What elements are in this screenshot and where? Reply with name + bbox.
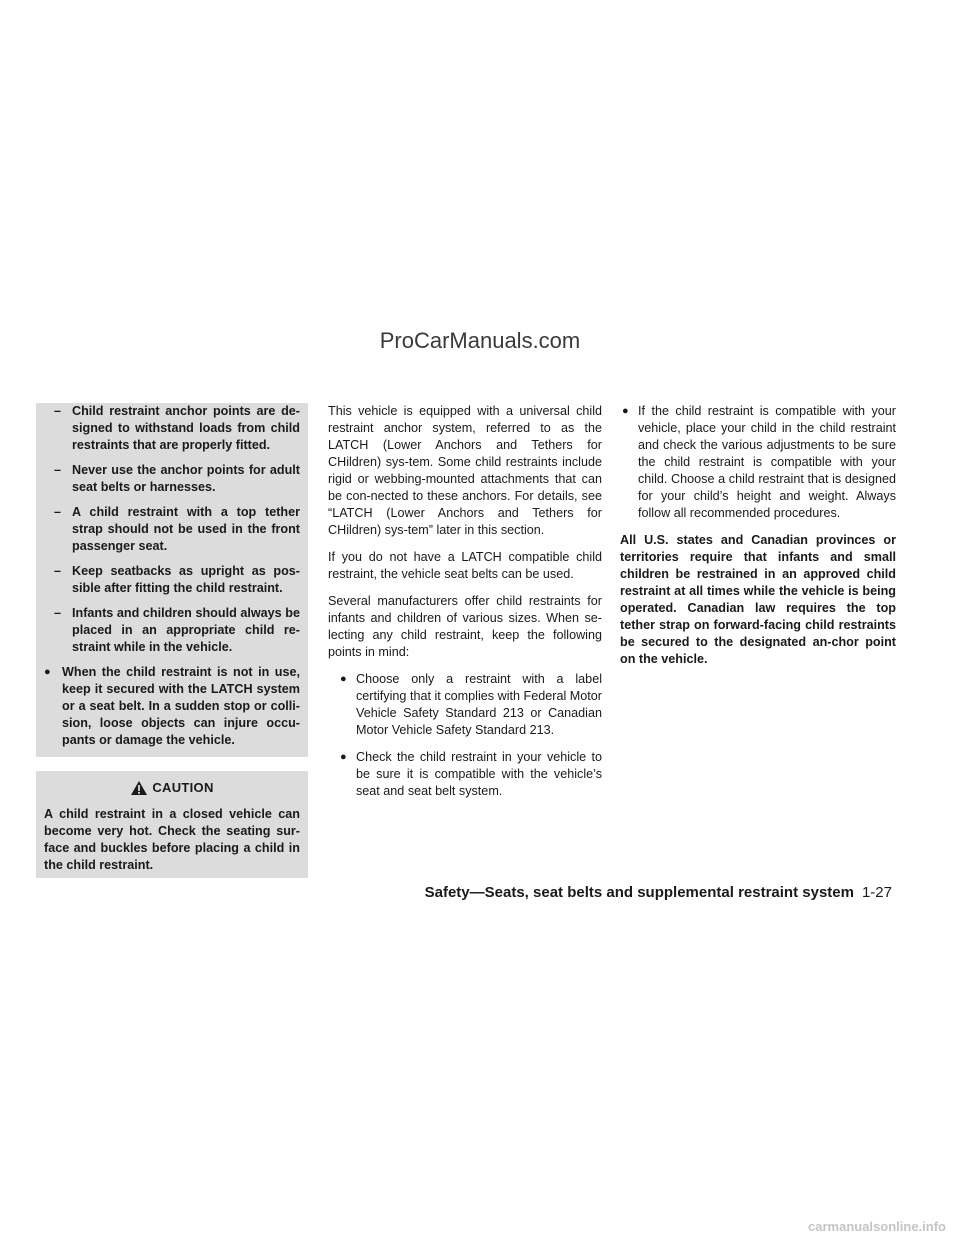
caution-body: A child restraint in a closed vehicle can become very hot. Check the seating sur-face and buckles before placing a child in the child restraint. xyxy=(44,807,300,872)
bullet-item-text: When the child restraint is not in use, keep it secured with the LATCH system or a seat belt. In a sudden stop or colli-sion, loose objects can injure occu-pants or damage the vehicle. xyxy=(62,665,300,747)
paragraph: If you do not have a LATCH compatible child restraint, the vehicle seat belts can be used. xyxy=(328,550,602,581)
page-number: 1-27 xyxy=(861,884,892,901)
column-left xyxy=(36,403,308,878)
caution-heading xyxy=(44,779,300,796)
bullet-item xyxy=(328,671,602,739)
watermark-top: ProCarManuals.com xyxy=(379,328,581,353)
bullet-item-text: Check the child restraint in your vehicle to be sure it is compatible with the vehicle’s seat and seat belt system. xyxy=(356,750,602,798)
dash-item-text: Keep seatbacks as upright as pos-sible after fitting the child restraint. xyxy=(72,564,300,595)
column-middle xyxy=(328,403,602,810)
dash-item xyxy=(44,462,300,496)
caution-title: CAUTION xyxy=(152,780,214,795)
dash-mark: – xyxy=(54,404,62,418)
dash-item-text: Infants and children should always be placed in an appropriate child re-straint while in the vehicle. xyxy=(72,606,300,654)
bullet-mark: ● xyxy=(340,751,347,763)
bullet-item-text: If the child restraint is compatible with your vehicle, place your child in the child restraint and check the various adjustments to be sure the child restraint is compatible with your child. Choose a child restraint that is designed for your child’s height and weight. Always follow all recommended procedures. xyxy=(638,404,896,520)
bullet-item-text: Choose only a restraint with a label certifying that it complies with Federal Motor Vehicle Safety Standard 213 or Canadian Motor Vehicle Safety Standard 213. xyxy=(356,672,602,737)
paragraph: Several manufacturers offer child restraints for infants and children of various sizes. When se-lecting any child restraint, keep the following points in mind: xyxy=(328,594,602,659)
dash-item xyxy=(44,605,300,656)
bullet-mark: ● xyxy=(340,673,347,685)
dash-item-text: Child restraint anchor points are de-signed to withstand loads from child restraints that are properly fitted. xyxy=(72,404,300,452)
bullet-mark: ● xyxy=(44,666,51,678)
dash-item xyxy=(44,563,300,597)
bullet-item xyxy=(44,664,300,749)
dash-item xyxy=(44,504,300,555)
bullet-mark: ● xyxy=(622,405,629,417)
column-right xyxy=(620,403,896,668)
bold-paragraph: All U.S. states and Canadian provinces or territories require that infants and small children be restrained in an approved child restraint at all times while the vehicle is being operated. Canadian law requires the top tether strap on forward-facing child restraints be secured to the designated an-chor point on the vehicle. xyxy=(620,533,896,666)
caution-box xyxy=(36,771,308,878)
watermark-bottom: carmanualsonline.info xyxy=(808,1219,946,1234)
warning-continued-box xyxy=(36,403,308,757)
footer-section-title: Safety—Seats, seat belts and supplemental restraint system xyxy=(424,884,854,901)
dash-mark: – xyxy=(54,505,62,519)
paragraph: This vehicle is equipped with a universal child restraint anchor system, referred to as the LATCH (Lower Anchors and Tethers for CHildren) sys-tem. Some child restraints include rigid or webbing-mounted attachments that can be con-nected to these anchors. For details, see “LATCH (Lower Anchors and Tethers for CHildren) sys-tem” later in this section. xyxy=(328,404,602,537)
dash-item xyxy=(44,403,300,454)
bullet-item xyxy=(328,749,602,800)
dash-mark: – xyxy=(54,564,62,578)
bullet-item xyxy=(620,403,896,522)
page-footer xyxy=(425,884,892,901)
warning-triangle-icon xyxy=(130,780,148,796)
dash-item-text: A child restraint with a top tether strap should not be used in the front passenger seat. xyxy=(72,505,300,553)
dash-mark: – xyxy=(54,463,62,477)
dash-item-text: Never use the anchor points for adult seat belts or harnesses. xyxy=(72,463,300,494)
dash-mark: – xyxy=(54,606,62,620)
